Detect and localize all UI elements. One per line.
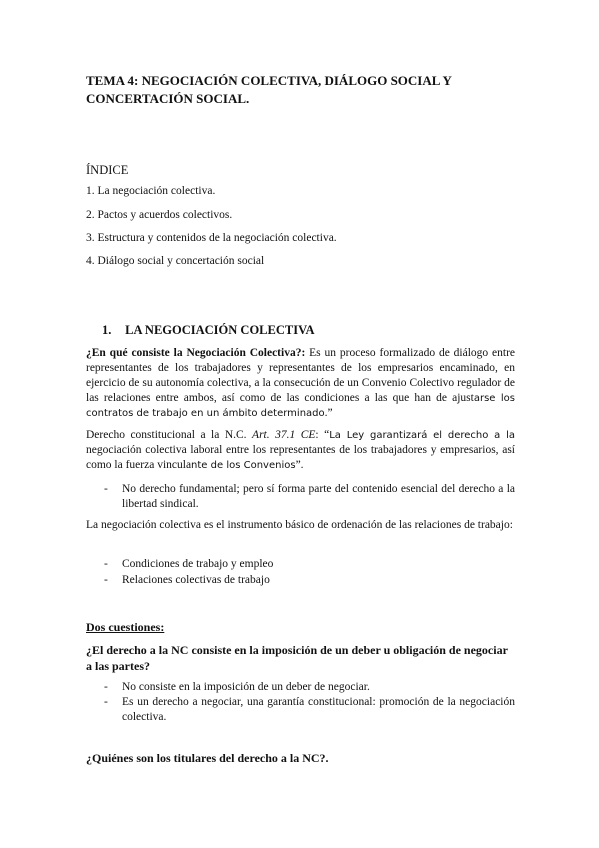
index-item: 1. La negociación colectiva.: [86, 185, 216, 197]
list-item-text: Es un derecho a negociar, una garantía constitucional: promoción de la negociación colectiva.: [122, 696, 515, 723]
constitutional-start: Derecho constitucional a la N.C.: [86, 429, 253, 441]
dash-bullet: -: [104, 574, 108, 586]
section-number: 1.: [102, 323, 112, 337]
definition-question: ¿En qué consiste la Negociación Colectiva?:: [86, 347, 306, 359]
dash-bullet: -: [104, 696, 108, 708]
index-item: 3. Estructura y contenidos de la negociación colectiva.: [86, 232, 337, 244]
constitutional-colon: : “: [315, 429, 330, 441]
definition-end: .”: [324, 407, 333, 419]
dash-bullet: -: [104, 558, 108, 570]
constitutional-middle: negociación colectiva laboral entre los representantes de los trabajadores y empresarios, así como la fuerza vincula: [86, 444, 515, 471]
paragraph-definition: [86, 346, 515, 421]
list-item-text: Condiciones de trabajo y empleo: [122, 558, 274, 570]
index-item: 4. Diálogo social y concertación social: [86, 255, 265, 267]
constitutional-end: ”.: [295, 459, 304, 471]
list-item: [104, 557, 515, 572]
definition-text: Es un proceso formalizado de diálogo entre representantes de los trabajadores y representantes de los empresarios encaminado, en ejercicio de su autonomía colectiva, a la consecución de un Convenio Colectivo regulador de las relaciones entre ambos, así como de las condiciones a las que han de ajust: [86, 347, 516, 404]
constitutional-quote-1: La Ley garantizará el derecho a la: [329, 430, 515, 441]
dash-bullet: -: [104, 483, 108, 495]
paragraph-constitutional: [86, 428, 515, 473]
question-2: ¿Quiénes son los titulares del derecho a la NC?.: [86, 751, 329, 765]
definition-quote-tail: arse los contratos de trabajo en un ámbito determinado: [86, 393, 516, 419]
paragraph-instrument: La negociación colectiva es el instrumento básico de ordenación de las relaciones de trabajo:: [86, 519, 513, 531]
list-item: [104, 482, 515, 512]
list-item-text: No derecho fundamental; pero sí forma parte del contenido esencial del derecho a la libertad sindical.: [122, 483, 515, 510]
dash-bullet: -: [104, 681, 108, 693]
constitutional-quote-2: nte de los Convenios: [191, 460, 296, 471]
list-item-text: No consiste en la imposición de un deber de negociar.: [122, 681, 370, 693]
question-1: ¿El derecho a la NC consiste en la imposición de un deber u obligación de negociar a las partes?: [86, 643, 508, 673]
article-reference: Art. 37.1 CE: [252, 429, 316, 441]
list-item: [104, 695, 515, 725]
list-item: [104, 573, 515, 588]
list-item-text: Relaciones colectivas de trabajo: [122, 574, 270, 586]
index-heading: ÍNDICE: [86, 163, 129, 177]
index-item: 2. Pactos y acuerdos colectivos.: [86, 209, 233, 221]
document-title: TEMA 4: NEGOCIACIÓN COLECTIVA, DIÁLOGO SOCIAL Y CONCERTACIÓN SOCIAL.: [86, 73, 452, 106]
section-title: LA NEGOCIACIÓN COLECTIVA: [125, 323, 315, 337]
subheading-dos-cuestiones: Dos cuestiones:: [86, 620, 165, 634]
section-heading: [102, 323, 315, 338]
list-item: [104, 680, 515, 695]
